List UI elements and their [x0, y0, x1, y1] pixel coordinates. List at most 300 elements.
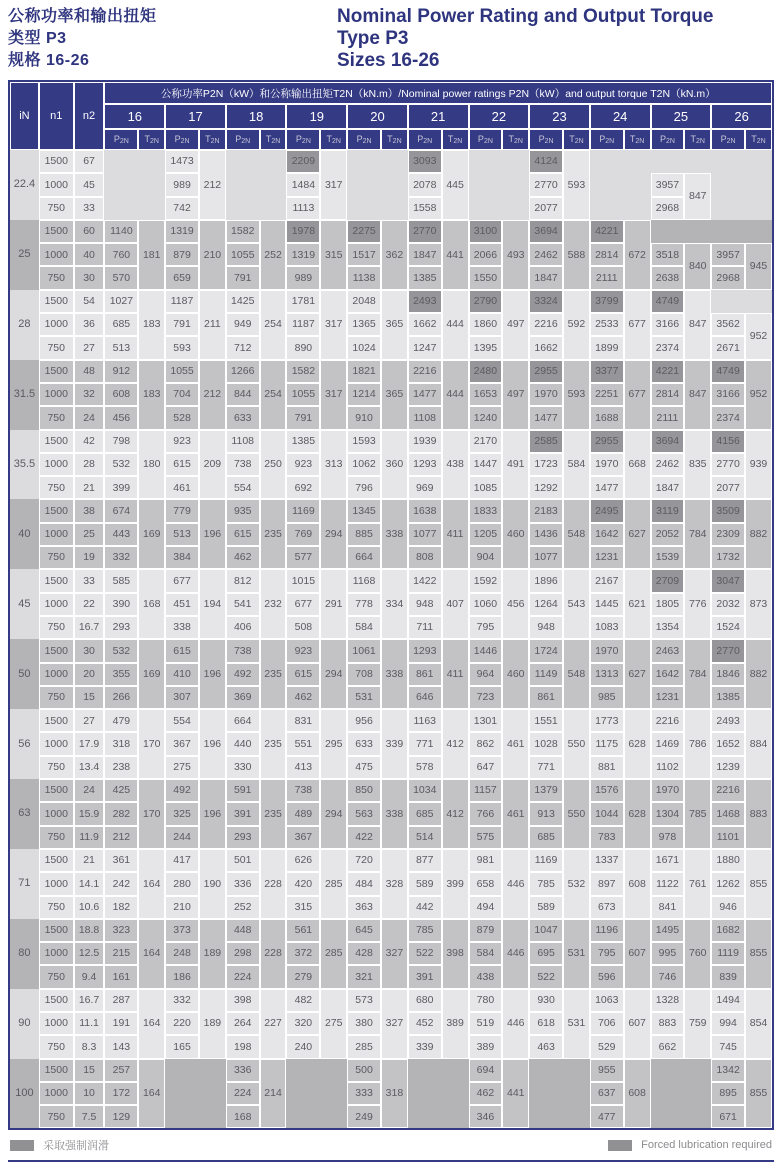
t2n-cell: 608	[624, 849, 651, 919]
p2n-cell: 897	[590, 872, 624, 895]
p2n-cell: 881	[590, 756, 624, 779]
p2n-cell: 2462	[651, 453, 685, 476]
t2n-cell	[260, 150, 287, 220]
p2n-cell: 2790	[469, 290, 503, 313]
p2n-cell: 2770	[711, 453, 745, 476]
p2n-cell: 946	[711, 896, 745, 919]
n2-cell: 32	[74, 383, 105, 406]
n1-cell: 750	[39, 965, 74, 988]
p2n-cell: 266	[104, 686, 138, 709]
t2n-cell: 446	[502, 849, 529, 919]
p2n-cell: 492	[165, 779, 199, 802]
p2n-cell: 885	[347, 523, 381, 546]
p2n-cell: 2275	[347, 220, 381, 243]
p2n-cell: 766	[469, 802, 503, 825]
n2-cell: 30	[74, 266, 105, 289]
p2n-cell: 501	[226, 849, 260, 872]
p2n-cell: 861	[408, 663, 442, 686]
p2n-cell: 1055	[226, 243, 260, 266]
p2n-cell: 1240	[469, 406, 503, 429]
n1-cell: 750	[39, 756, 74, 779]
t2n-cell: 190	[199, 849, 226, 919]
t2n-cell	[684, 150, 711, 173]
t2n-cell: 456	[502, 569, 529, 639]
p2n-cell: 456	[104, 406, 138, 429]
ratio-cell: 90	[10, 989, 39, 1059]
p2n-cell: 3957	[651, 173, 685, 196]
p2n-cell: 812	[226, 569, 260, 592]
p2n-cell: 500	[347, 1059, 381, 1082]
t2n-cell: 398	[442, 919, 469, 989]
p2n-cell: 658	[469, 872, 503, 895]
p2n-cell: 551	[286, 732, 320, 755]
subtitle-zh-sizes: 规格 16-26	[8, 52, 90, 69]
p2n-cell: 861	[529, 686, 563, 709]
p2n-cell: 1328	[651, 989, 685, 1012]
p2n-cell: 532	[104, 639, 138, 662]
t2n-cell: 196	[199, 499, 226, 569]
t2n-cell: 285	[320, 849, 347, 919]
n2-cell: 27	[74, 336, 105, 359]
t2n-cell: 855	[745, 919, 772, 989]
p2n-cell: 1113	[286, 197, 320, 220]
n2-cell: 48	[74, 360, 105, 383]
p2n-cell: 760	[104, 243, 138, 266]
t2n-cell: 531	[563, 919, 590, 989]
p2n-cell: 1138	[347, 266, 381, 289]
n2-cell: 18.8	[74, 919, 105, 942]
p2n-cell: 1582	[286, 360, 320, 383]
p2n-cell: 738	[226, 639, 260, 662]
p2n-cell: 1732	[711, 546, 745, 569]
n2-cell: 20	[74, 663, 105, 686]
p2n-cell	[711, 197, 745, 220]
p2n-cell: 677	[165, 569, 199, 592]
p2n-cell: 1446	[469, 639, 503, 662]
t2n-cell: 441	[502, 1059, 529, 1129]
t2n-cell: 882	[745, 499, 772, 569]
p2n-cell: 373	[165, 919, 199, 942]
p2n-cell	[286, 1059, 320, 1082]
p2n-cell: 2251	[590, 383, 624, 406]
p2n-cell: 2480	[469, 360, 503, 383]
p2n-cell: 633	[347, 732, 381, 755]
p2n-cell: 282	[104, 802, 138, 825]
p2n-header: P2N	[286, 129, 320, 150]
p2n-cell: 1468	[711, 802, 745, 825]
p2n-cell: 1168	[347, 569, 381, 592]
n1-cell: 1500	[39, 849, 74, 872]
p2n-cell: 443	[104, 523, 138, 546]
t2n-header: T2N	[381, 129, 408, 150]
n1-cell: 1000	[39, 1082, 74, 1105]
p2n-cell: 664	[347, 546, 381, 569]
ratio-cell: 71	[10, 849, 39, 919]
p2n-cell: 3518	[651, 243, 685, 266]
p2n-cell: 584	[469, 942, 503, 965]
p2n-cell: 1477	[590, 476, 624, 499]
p2n-cell: 1880	[711, 849, 745, 872]
ratio-cell: 45	[10, 569, 39, 639]
t2n-cell: 621	[624, 569, 651, 639]
forced-lubrication-swatch	[10, 1140, 34, 1151]
p2n-cell: 615	[226, 523, 260, 546]
p2n-cell: 910	[347, 406, 381, 429]
t2n-cell: 338	[381, 779, 408, 849]
p2n-cell: 1187	[286, 313, 320, 336]
ratio-cell: 50	[10, 639, 39, 709]
legend-label-zh: 采取强制润滑	[43, 1140, 109, 1153]
p2n-cell: 626	[286, 849, 320, 872]
p2n-cell: 1163	[408, 709, 442, 732]
p2n-cell: 1970	[590, 639, 624, 662]
n1-cell: 1500	[39, 220, 74, 243]
t2n-cell: 196	[199, 709, 226, 779]
n1-cell: 750	[39, 197, 74, 220]
p2n-cell: 879	[469, 919, 503, 942]
table-row	[10, 360, 772, 383]
n1-cell: 1000	[39, 313, 74, 336]
p2n-cell: 1642	[590, 523, 624, 546]
p2n-cell: 1847	[408, 243, 442, 266]
t2n-cell: 164	[138, 1059, 165, 1129]
p2n-cell: 1473	[165, 150, 199, 173]
p2n-cell: 1313	[590, 663, 624, 686]
p2n-cell: 1662	[408, 313, 442, 336]
p2n-cell: 704	[165, 383, 199, 406]
p2n-cell: 785	[408, 919, 442, 942]
t2n-header: T2N	[563, 129, 590, 150]
p2n-cell: 1101	[711, 826, 745, 849]
t2n-cell: 588	[563, 220, 590, 290]
p2n-cell: 2216	[711, 779, 745, 802]
p2n-cell: 671	[711, 1105, 745, 1128]
p2n-cell: 1688	[590, 406, 624, 429]
n2-cell: 21	[74, 849, 105, 872]
n2-cell: 42	[74, 430, 105, 453]
p2n-cell: 346	[469, 1105, 503, 1128]
p2n-cell: 985	[590, 686, 624, 709]
n2-cell: 9.4	[74, 965, 105, 988]
p2n-cell: 1494	[711, 989, 745, 1012]
legend	[10, 1137, 772, 1153]
n1-cell: 1500	[39, 290, 74, 313]
p2n-cell: 1264	[529, 593, 563, 616]
p2n-cell: 2374	[651, 336, 685, 359]
t2n-cell: 550	[563, 779, 590, 849]
p2n-cell: 1345	[347, 499, 381, 522]
t2n-cell	[624, 150, 651, 220]
p2n-cell: 323	[104, 919, 138, 942]
p2n-cell	[165, 1105, 199, 1128]
p2n-cell: 738	[226, 453, 260, 476]
p2n-cell: 677	[286, 593, 320, 616]
p2n-cell	[590, 173, 624, 196]
n2-cell: 22	[74, 593, 105, 616]
p2n-cell: 248	[165, 942, 199, 965]
p2n-cell: 2048	[347, 290, 381, 313]
t2n-cell: 189	[199, 919, 226, 989]
t2n-cell: 317	[320, 290, 347, 360]
p2n-cell: 1337	[590, 849, 624, 872]
p2n-cell: 1723	[529, 453, 563, 476]
power-torque-table	[8, 80, 774, 1130]
p2n-cell: 578	[408, 756, 442, 779]
p2n-cell: 989	[165, 173, 199, 196]
p2n-cell: 321	[347, 965, 381, 988]
p2n-cell: 1354	[651, 616, 685, 639]
n2-cell: 11.9	[74, 826, 105, 849]
p2n-cell: 685	[104, 313, 138, 336]
p2n-cell: 2955	[529, 360, 563, 383]
p2n-cell: 215	[104, 942, 138, 965]
p2n-cell: 399	[104, 476, 138, 499]
p2n-cell: 249	[347, 1105, 381, 1128]
n2-cell: 10	[74, 1082, 105, 1105]
p2n-cell: 955	[590, 1059, 624, 1082]
p2n-cell: 1169	[529, 849, 563, 872]
t2n-cell	[320, 1059, 347, 1129]
p2n-cell: 1083	[590, 616, 624, 639]
p2n-cell: 712	[226, 336, 260, 359]
p2n-cell: 1576	[590, 779, 624, 802]
p2n-cell: 890	[286, 336, 320, 359]
size-header: 23	[529, 104, 590, 129]
p2n-cell: 2585	[529, 430, 563, 453]
n2-cell: 15	[74, 1059, 105, 1082]
p2n-cell	[529, 1082, 563, 1105]
forced-lubrication-swatch	[608, 1140, 632, 1151]
p2n-cell: 839	[711, 965, 745, 988]
t2n-cell: 227	[260, 989, 287, 1059]
t2n-header: T2N	[138, 129, 165, 150]
p2n-cell: 923	[286, 453, 320, 476]
column-header-n2: n2	[74, 82, 105, 150]
p2n-cell: 2493	[408, 290, 442, 313]
p2n-header: P2N	[104, 129, 138, 150]
p2n-cell: 1671	[651, 849, 685, 872]
t2n-cell: 334	[381, 569, 408, 639]
p2n-cell: 738	[286, 779, 320, 802]
p2n-cell: 1365	[347, 313, 381, 336]
ratio-cell: 28	[10, 290, 39, 360]
t2n-cell: 939	[745, 430, 772, 500]
t2n-cell: 317	[320, 360, 347, 430]
size-header: 25	[651, 104, 712, 129]
p2n-cell: 339	[408, 1035, 442, 1058]
p2n-cell: 224	[226, 1082, 260, 1105]
n2-cell: 38	[74, 499, 105, 522]
p2n-cell: 685	[529, 826, 563, 849]
p2n-cell: 877	[408, 849, 442, 872]
t2n-cell: 548	[563, 639, 590, 709]
p2n-cell	[408, 1059, 442, 1082]
t2n-header: T2N	[624, 129, 651, 150]
p2n-cell: 791	[286, 406, 320, 429]
p2n-cell: 165	[165, 1035, 199, 1058]
n1-cell: 1000	[39, 593, 74, 616]
n1-cell: 750	[39, 336, 74, 359]
p2n-cell: 589	[529, 896, 563, 919]
p2n-cell: 143	[104, 1035, 138, 1058]
table-row	[10, 150, 772, 173]
p2n-cell: 1682	[711, 919, 745, 942]
size-header: 26	[711, 104, 772, 129]
n2-cell: 14.1	[74, 872, 105, 895]
p2n-cell: 1385	[286, 430, 320, 453]
p2n-cell	[408, 1105, 442, 1128]
p2n-cell: 1319	[286, 243, 320, 266]
t2n-cell: 835	[684, 430, 711, 500]
t2n-cell: 180	[138, 430, 165, 500]
p2n-cell: 3694	[651, 430, 685, 453]
p2n-cell: 995	[651, 942, 685, 965]
p2n-cell: 723	[469, 686, 503, 709]
p2n-cell: 2968	[651, 197, 685, 220]
t2n-header: T2N	[320, 129, 347, 150]
t2n-cell: 628	[624, 779, 651, 849]
t2n-cell: 873	[745, 569, 772, 639]
p2n-cell: 1805	[651, 593, 685, 616]
p2n-cell: 161	[104, 965, 138, 988]
p2n-cell: 2374	[711, 406, 745, 429]
p2n-cell: 212	[104, 826, 138, 849]
n1-cell: 1500	[39, 569, 74, 592]
t2n-cell: 550	[563, 709, 590, 779]
p2n-cell: 808	[408, 546, 442, 569]
n1-cell: 1500	[39, 639, 74, 662]
t2n-cell: 318	[381, 1059, 408, 1129]
p2n-cell: 398	[226, 989, 260, 1012]
p2n-cell: 1077	[529, 546, 563, 569]
p2n-cell: 1447	[469, 453, 503, 476]
p2n-cell: 1847	[651, 476, 685, 499]
p2n-cell: 695	[529, 942, 563, 965]
p2n-cell: 3324	[529, 290, 563, 313]
t2n-cell: 759	[684, 989, 711, 1059]
p2n-header: P2N	[165, 129, 199, 150]
t2n-cell: 627	[624, 639, 651, 709]
p2n-cell: 484	[347, 872, 381, 895]
t2n-cell: 854	[745, 989, 772, 1059]
p2n-cell: 1055	[286, 383, 320, 406]
t2n-cell: 460	[502, 639, 529, 709]
t2n-cell	[381, 150, 408, 220]
p2n-cell: 1642	[651, 663, 685, 686]
p2n-cell: 541	[226, 593, 260, 616]
p2n-cell	[651, 150, 685, 173]
p2n-cell: 240	[286, 1035, 320, 1058]
p2n-cell	[711, 220, 745, 243]
p2n-cell: 785	[529, 872, 563, 895]
t2n-cell: 235	[260, 499, 287, 569]
p2n-cell: 1108	[226, 430, 260, 453]
p2n-cell: 2770	[529, 173, 563, 196]
t2n-cell: 847	[684, 290, 711, 360]
t2n-cell: 338	[381, 639, 408, 709]
p2n-cell: 452	[408, 1012, 442, 1035]
p2n-cell	[347, 150, 381, 173]
p2n-cell: 2770	[711, 639, 745, 662]
p2n-cell	[469, 197, 503, 220]
t2n-cell: 952	[745, 313, 772, 360]
n2-cell: 13.4	[74, 756, 105, 779]
p2n-header: P2N	[347, 129, 381, 150]
p2n-cell: 2167	[590, 569, 624, 592]
p2n-cell: 1477	[408, 383, 442, 406]
t2n-cell: 212	[199, 360, 226, 430]
t2n-cell: 444	[442, 360, 469, 430]
p2n-cell: 438	[469, 965, 503, 988]
t2n-cell: 228	[260, 849, 287, 919]
n2-cell: 45	[74, 173, 105, 196]
page-title-zh: 公称功率和输出扭矩	[8, 8, 157, 25]
t2n-cell: 668	[624, 430, 651, 500]
n1-cell: 1000	[39, 173, 74, 196]
n2-cell: 21	[74, 476, 105, 499]
n2-cell: 15.9	[74, 802, 105, 825]
p2n-cell: 372	[286, 942, 320, 965]
t2n-cell: 491	[502, 430, 529, 500]
t2n-cell: 497	[502, 360, 529, 430]
p2n-cell: 673	[590, 896, 624, 919]
n1-cell: 1000	[39, 663, 74, 686]
t2n-cell: 593	[563, 360, 590, 430]
t2n-cell: 214	[260, 1059, 287, 1129]
p2n-cell: 420	[286, 872, 320, 895]
t2n-cell: 164	[138, 919, 165, 989]
p2n-cell: 1028	[529, 732, 563, 755]
t2n-cell: 294	[320, 779, 347, 849]
p2n-cell	[286, 1082, 320, 1105]
p2n-cell: 3957	[711, 243, 745, 266]
t2n-cell: 327	[381, 919, 408, 989]
p2n-cell: 1061	[347, 639, 381, 662]
p2n-cell: 2111	[590, 266, 624, 289]
p2n-cell: 422	[347, 826, 381, 849]
p2n-cell: 384	[165, 546, 199, 569]
title-block-en	[337, 6, 713, 72]
p2n-cell: 1395	[469, 336, 503, 359]
t2n-cell: 784	[684, 499, 711, 569]
p2n-cell: 791	[165, 313, 199, 336]
n1-cell: 1000	[39, 383, 74, 406]
n2-cell: 24	[74, 779, 105, 802]
n1-cell: 1500	[39, 430, 74, 453]
t2n-cell: 315	[320, 220, 347, 290]
t2n-cell: 608	[624, 1059, 651, 1129]
p2n-cell: 706	[590, 1012, 624, 1035]
p2n-cell: 573	[347, 989, 381, 1012]
p2n-cell: 406	[226, 616, 260, 639]
p2n-cell: 1385	[408, 266, 442, 289]
p2n-cell: 224	[226, 965, 260, 988]
p2n-cell: 1551	[529, 709, 563, 732]
t2n-cell	[138, 150, 165, 220]
t2n-cell: 183	[138, 360, 165, 430]
p2n-cell: 969	[408, 476, 442, 499]
t2n-cell: 235	[260, 639, 287, 709]
t2n-cell: 627	[624, 499, 651, 569]
p2n-cell	[651, 220, 685, 243]
p2n-cell: 2533	[590, 313, 624, 336]
p2n-cell: 355	[104, 663, 138, 686]
ratio-cell: 63	[10, 779, 39, 849]
p2n-cell	[165, 1059, 199, 1082]
t2n-cell: 194	[199, 569, 226, 639]
p2n-cell: 462	[226, 546, 260, 569]
t2n-cell	[745, 150, 772, 220]
